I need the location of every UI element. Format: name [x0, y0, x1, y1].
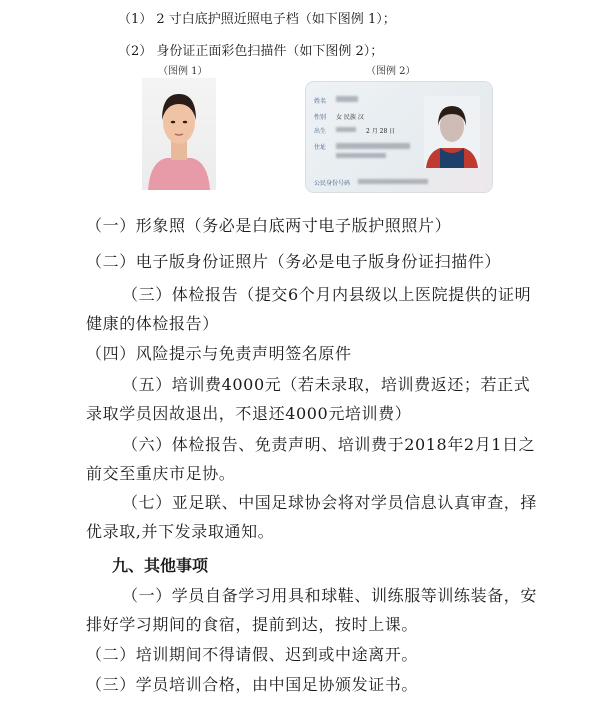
id-card-gender-value: 女 民族 汉 — [336, 114, 364, 121]
redacted-address-1 — [336, 143, 410, 149]
other-item-2: （二）培训期间不得请假、迟到或中途离开。 — [86, 645, 419, 664]
id-card-label-birth: 出生 — [314, 128, 327, 135]
id-card-photo-image — [424, 96, 480, 168]
material-item-1: （一）形象照（务必是白底两寸电子版护照照片） — [86, 216, 452, 235]
caption-example-1: （图例 1） — [158, 66, 208, 77]
id-card-label-number: 公民身份号码 — [314, 180, 351, 187]
id-card-label-gender: 性别 — [314, 114, 327, 121]
id-photo-illustration — [424, 96, 480, 168]
other-item-1: （一）学员自备学习用具和球鞋、训练服等训练装备，安排好学习期间的食宿，提前到达，按时上课。 — [86, 586, 538, 634]
requirement-item-1: （1） 2 寸白底护照近照电子档（如下图例 1）； — [118, 12, 396, 27]
id-card-scan-image — [306, 82, 492, 192]
material-item-4: （四）风险提示与免责声明签名原件 — [86, 344, 352, 363]
material-item-6: （六）体检报告、免责声明、培训费于2018年2月1日之前交至重庆市足协。 — [86, 435, 536, 483]
material-item-7: （七）亚足联、中国足球协会将对学员信息认真审查，择优录取,并下发录取通知。 — [86, 493, 538, 541]
material-item-3: （三）体检报告（提交6个月内县级以上医院提供的证明健康的体检报告） — [86, 285, 532, 333]
caption-example-2: （图例 2） — [366, 66, 416, 77]
id-card-label-address: 住址 — [314, 144, 327, 151]
portrait-photo-image — [142, 78, 216, 190]
redacted-id-number — [358, 179, 428, 184]
requirement-item-2: （2） 身份证正面彩色扫描件（如下图例 2）； — [118, 44, 384, 59]
material-item-5: （五）培训费4000元（若未录取，培训费返还；若正式录取学员因故退出，不退还4000元培训费） — [86, 375, 531, 423]
id-card-label-name: 姓名 — [314, 98, 327, 105]
redacted-birth-year — [336, 127, 356, 132]
material-item-2: （二）电子版身份证照片（务必是电子版身份证扫描件） — [86, 252, 502, 271]
other-item-3: （三）学员培训合格，由中国足协颁发证书。 — [86, 675, 419, 694]
portrait-illustration — [142, 78, 216, 190]
redacted-name — [336, 96, 358, 102]
redacted-address-2 — [336, 153, 386, 158]
id-card-birth-value: 2 月 28 日 — [366, 128, 396, 135]
section-9-heading: 九、其他事项 — [112, 556, 209, 575]
